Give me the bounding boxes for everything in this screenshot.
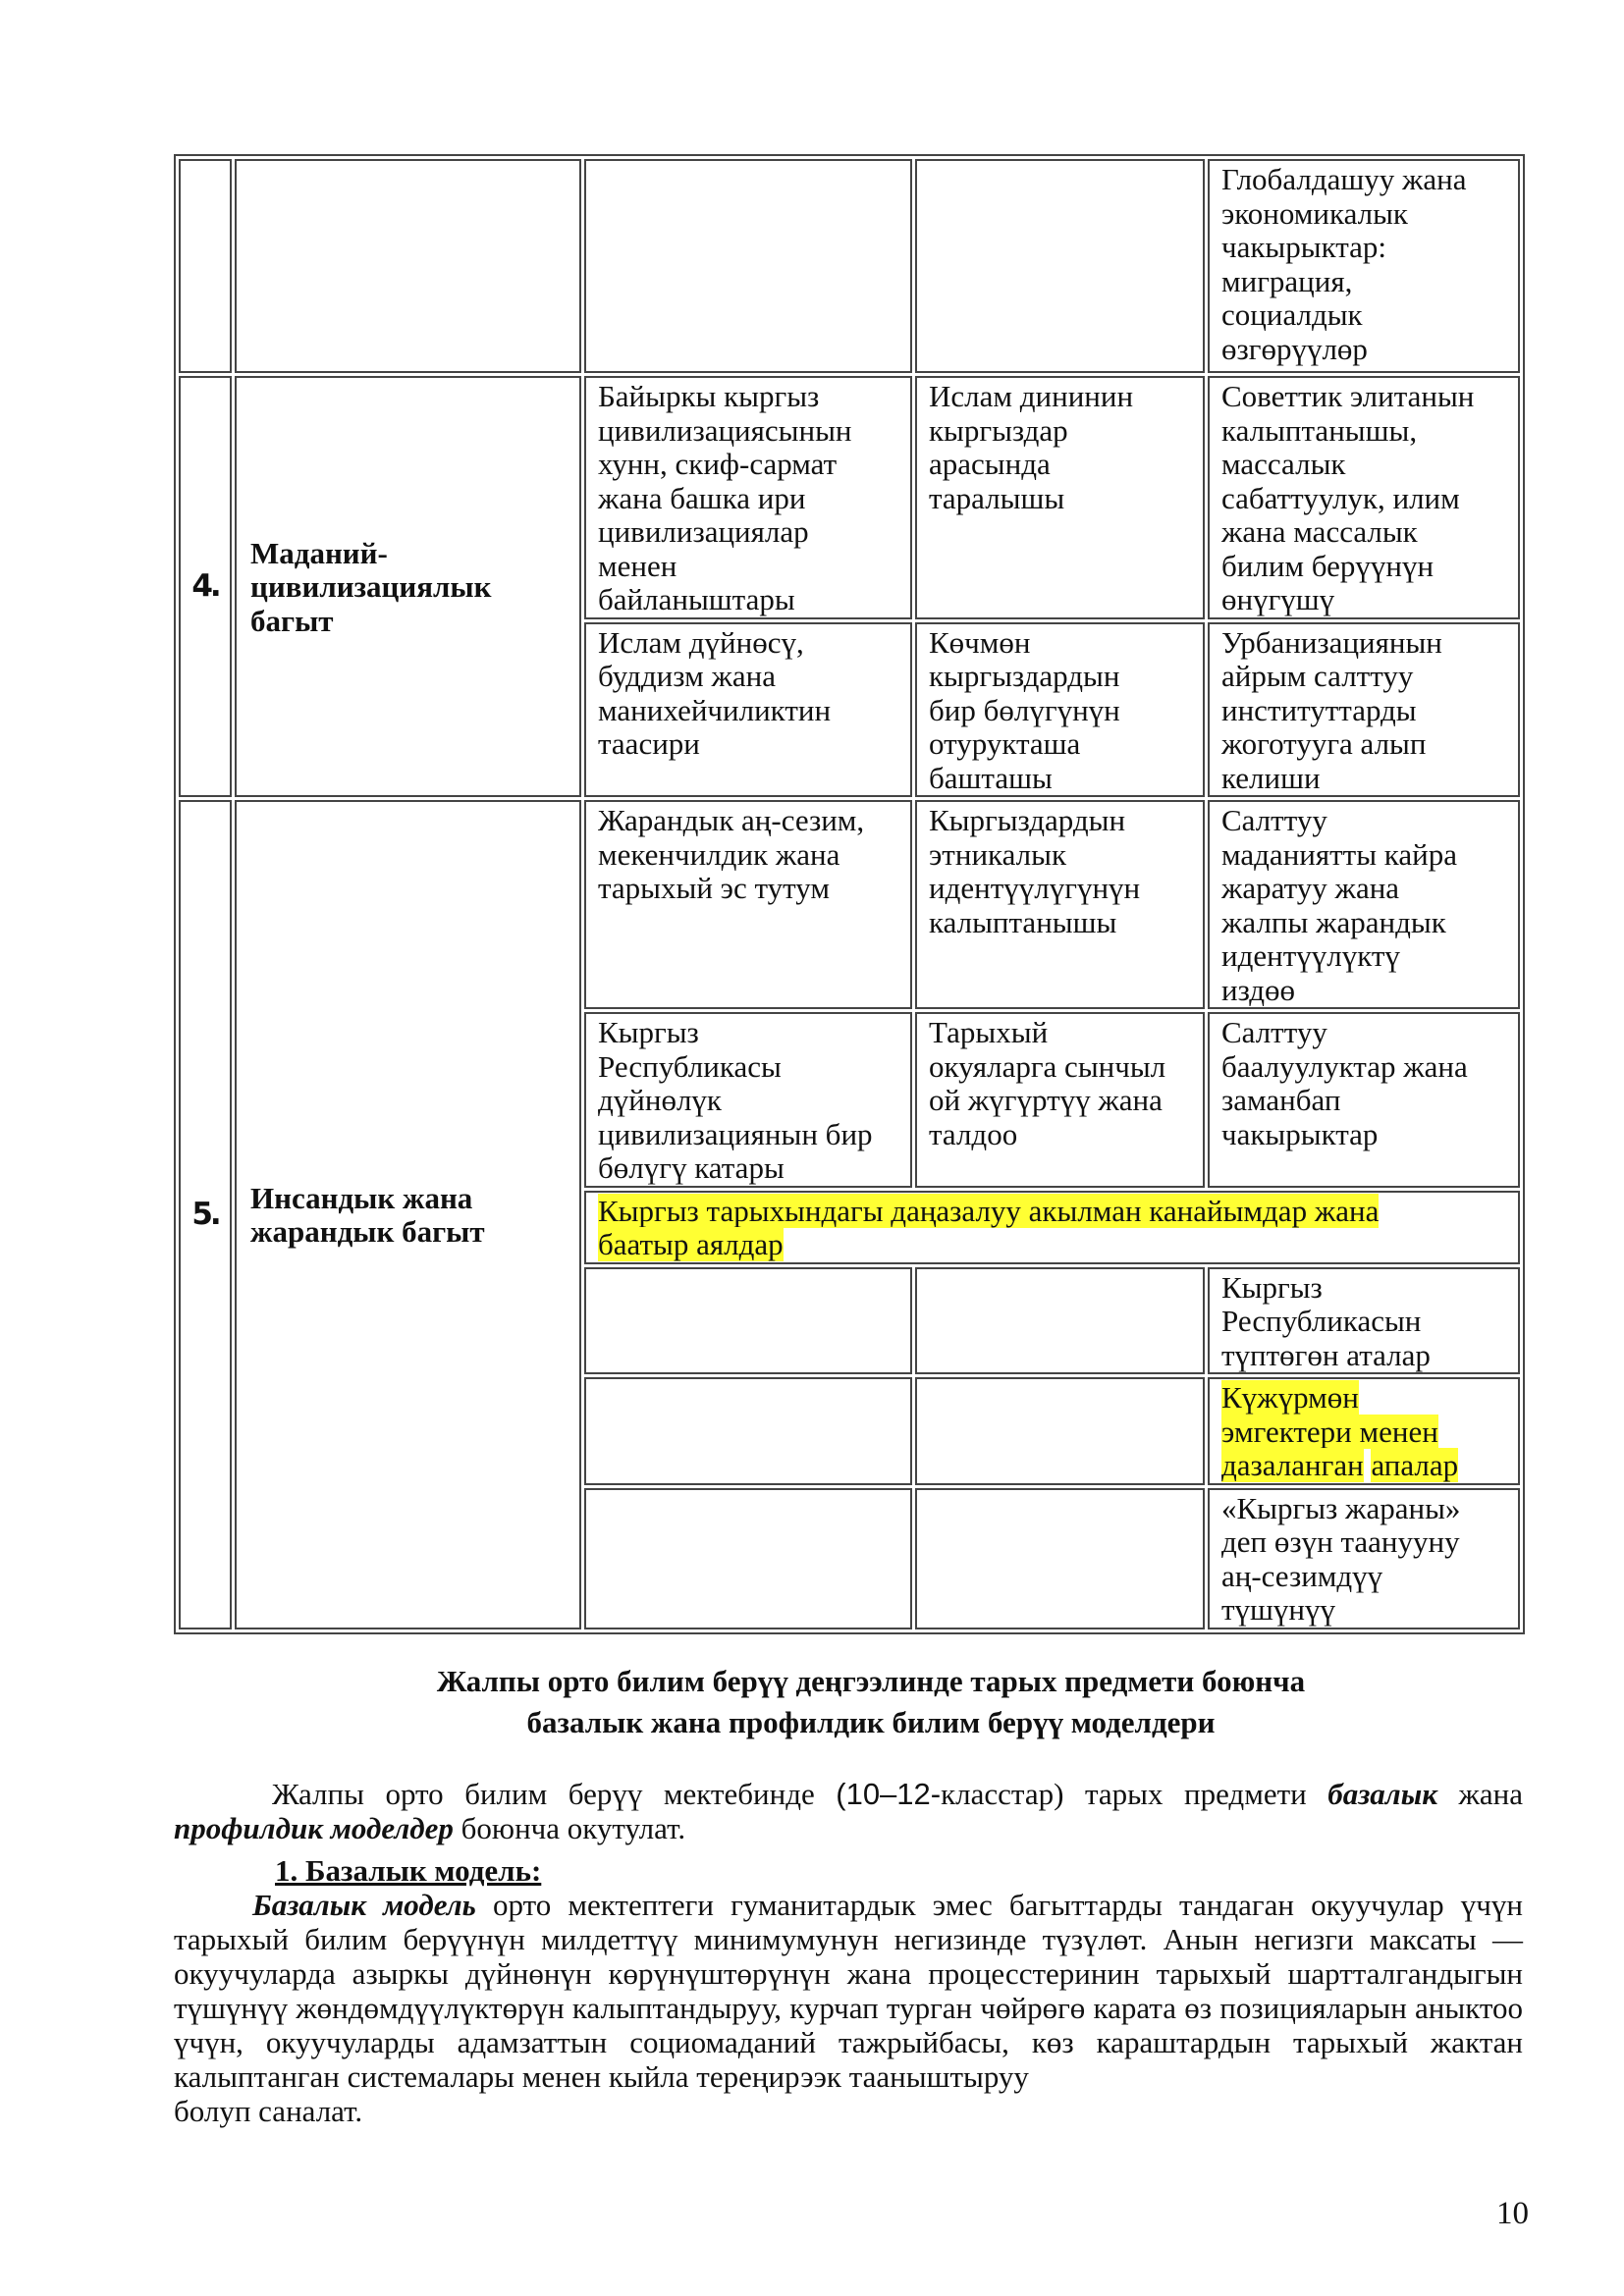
table-row — [179, 800, 1520, 1009]
table-cell — [915, 1377, 1205, 1485]
direction-title: Маданий- цивилизациялык багыт — [235, 376, 581, 797]
table-cell — [915, 1267, 1205, 1375]
emphasis: Базалык модель — [252, 1888, 476, 1922]
table-cell — [915, 159, 1205, 373]
table-cell: Кыргыз Республикасы дүйнөлүк цивилизациянын бир бөлүгү катары — [584, 1012, 912, 1188]
highlighted-text: баатыр аялдар — [598, 1227, 784, 1261]
highlighted-cell — [1208, 1377, 1520, 1485]
table-cell — [915, 1488, 1205, 1629]
table-cell — [584, 1377, 912, 1485]
row-number: 4. — [179, 376, 232, 797]
table-row — [179, 376, 1520, 619]
text-run: жана — [1436, 1777, 1523, 1811]
table-cell: Ислам дүйнөсү, буддизм жана манихейчиликтин таасири — [584, 622, 912, 798]
table-cell: Ислам дининин кыргыздар арасында таралышы — [915, 376, 1205, 619]
table-cell: «Кыргыз жараны» деп өзүн таанууну аң-сезимдүү түшүнүү — [1208, 1488, 1520, 1629]
text-run: класстар) тарых предмети — [941, 1777, 1328, 1811]
subheading: 1. Базалык модель: — [275, 1853, 542, 1888]
row-number: 5. — [179, 800, 232, 1629]
highlighted-cell — [584, 1191, 1520, 1264]
table-cell: Тарыхый окуяларга сынчыл ой жүгүртүү жана талдоо — [915, 1012, 1205, 1188]
table-cell — [584, 159, 912, 373]
emphasis: базалык — [1327, 1777, 1437, 1811]
paragraph-base-model — [174, 1888, 1523, 2128]
number-cell — [179, 159, 232, 373]
paragraph-intro — [174, 1777, 1523, 1845]
highlighted-text: апалар — [1371, 1448, 1459, 1482]
highlighted-text: Күжүрмөн — [1221, 1380, 1359, 1415]
section-heading — [0, 1661, 1624, 1743]
curriculum-table — [174, 154, 1525, 1634]
page-number: 10 — [1496, 2196, 1529, 2231]
highlighted-text: эмгектери менен — [1221, 1414, 1438, 1449]
heading-line: Жалпы орто билим берүү деңгээлинде тарых предмети боюнча — [436, 1664, 1306, 1698]
table-cell: Кыргыз Республикасын түптөгөн аталар — [1208, 1267, 1520, 1375]
table-cell: Көчмөн кыргыздардын бир бөлүгүнүн отурукташа башташы — [915, 622, 1205, 798]
text-run: орто мектептеги гуманитардык эмес багыттарды тандаган окуучулар үчүн тарыхый билим берүүнүн милдеттүү минимумунун негизинде түзүлөт. Анын негизги максаты — окуучуларда азыркы дүйнөнүн көрүнүштөрүнүн жана процесстеринин тарыхый шартталгандыгын түшүнүү жөндөмдүүлүктөрүн калыптандыруу, курчап турган чөйрөгө карата өз позицияларын аныктоо үчүн, окуучуларды адамзаттын социомаданий тажрыйбасы, көз караштардын тарыхый жактан калыптанган системалары менен кыйла тереңирээк тааныштыруу — [174, 1888, 1523, 2094]
text-run: (10–12- — [836, 1777, 942, 1811]
table-cell: Советтик элитанын калыптанышы, массалык сабаттуулук, илим жана массалык билим берүүнүн өнүгүшү — [1208, 376, 1520, 619]
table-cell: Жарандык аң-сезим, мекенчилдик жана тарыхый эс тутум — [584, 800, 912, 1009]
table-cell: Байыркы кыргыз цивилизациясынын хунн, скиф-сармат жана башка ири цивилизациялар менен байланыштары — [584, 376, 912, 619]
table-cell — [584, 1488, 912, 1629]
highlighted-text: дазаланган — [1221, 1448, 1364, 1482]
table-row — [179, 159, 1520, 373]
direction-title: Инсандык жана жарандык багыт — [235, 800, 581, 1629]
text-run: болуп саналат. — [174, 2094, 363, 2128]
table-cell — [584, 1267, 912, 1375]
table-cell: Салттуу баалуулуктар жана заманбап чакырыктар — [1208, 1012, 1520, 1188]
table-cell: Салттуу маданиятты кайра жаратуу жана жалпы жарандык идентүүлүктү издөө — [1208, 800, 1520, 1009]
highlighted-text: Кыргыз тарыхындагы даңазалуу акылман канайымдар жана — [598, 1193, 1380, 1228]
emphasis: профилдик моделдер — [174, 1811, 454, 1845]
direction-cell — [235, 159, 581, 373]
heading-line: базалык жана профилдик билим берүү моделдери — [526, 1705, 1216, 1739]
table-cell: Кыргыздардын этникалык идентүүлүгүнүн калыптанышы — [915, 800, 1205, 1009]
table-cell: Урбанизациянын айрым салттуу институттарды жоготууга алып келиши — [1208, 622, 1520, 798]
text-run: боюнча окутулат. — [453, 1811, 686, 1845]
table-cell: Глобалдашуу жана экономикалык чакырыктар: миграция, социалдык өзгөрүүлөр — [1208, 159, 1520, 373]
text-run: Жалпы орто билим берүү мектебинде — [272, 1777, 837, 1811]
